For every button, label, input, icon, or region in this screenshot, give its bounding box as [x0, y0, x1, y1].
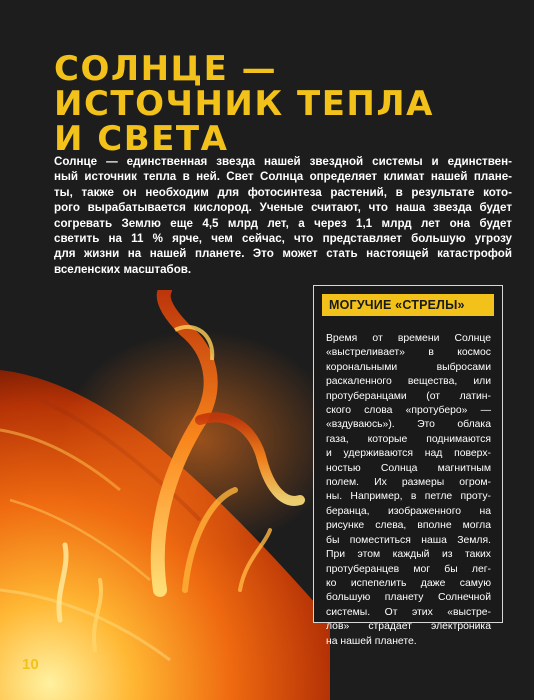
intro-line: для жизни на нашей планете. Это может стать настоящей катастрофой: [54, 247, 512, 261]
intro-line: ный источник тепла в ней. Свет Солнца определяет климат нашей плане-: [54, 170, 512, 184]
title-line-3: И СВЕТА: [54, 119, 229, 159]
sidebar-line: протуберанцев мог бы лег-: [326, 563, 491, 575]
solar-prominence-image: [0, 290, 330, 700]
sidebar-line: газа, которые поднимаются: [326, 433, 491, 445]
page-title: [54, 49, 524, 159]
title-line-1: СОЛНЦЕ —: [54, 49, 278, 89]
sidebar-line: раскаленного вещества, или: [326, 376, 491, 388]
sidebar-line: лов» страдает электроника: [326, 621, 491, 633]
sidebar-line: протуберанцами (от латин-: [326, 390, 491, 402]
sidebar-line: ностью Солнца магнитным: [326, 462, 491, 474]
sidebar-heading: МОГУЧИЕ «СТРЕЛЫ»: [322, 294, 494, 316]
sidebar-line: «вздуваюсь»). Это облака: [326, 419, 491, 431]
intro-line: ты, также он необходим для фотосинтеза растений, в результате кото-: [54, 185, 512, 199]
intro-line: вселенских масштабов.: [54, 262, 192, 276]
page-number: 10: [22, 656, 39, 673]
sidebar-line: ны. Например, в петле проту-: [326, 491, 491, 503]
title-line-2: ИСТОЧНИК ТЕПЛА: [54, 84, 434, 124]
sidebar-line: ского слова «протуберо» —: [326, 405, 491, 417]
sidebar-line: и удерживаются над поверх-: [326, 448, 491, 460]
sidebar-line: полем. Их размеры огром-: [326, 477, 491, 489]
sidebar-line: корональными выбросами: [326, 361, 491, 373]
intro-line: рого вырабатывается кислород. Ученые считают, что наша звезда будет: [54, 201, 512, 215]
sidebar-line: беранца, изображенного на: [326, 505, 491, 517]
sidebar-line: большую планету Солнечной: [326, 592, 491, 604]
intro-paragraph: [54, 154, 512, 277]
sidebar-line: Время от времени Солнце: [326, 333, 491, 344]
sidebar-line: ко испепелить даже самую: [326, 577, 491, 589]
intro-line: согревать Землю еще 4,5 млрд лет, а через 1,1 млрд лет она будет: [54, 216, 512, 230]
sidebar-line: бы поместиться наша Земля.: [326, 534, 491, 546]
sidebar-line: системы. От этих «выстре-: [326, 606, 491, 618]
sidebar-line: «выстреливает» в космос: [326, 347, 491, 359]
intro-line: Солнце — единственная звезда нашей звездной системы и единствен-: [54, 155, 512, 168]
sidebar-text: [326, 332, 491, 649]
sidebar-line: При этом каждый из таких: [326, 549, 491, 561]
sidebar-box: [313, 285, 503, 647]
sidebar-line: рисунке слева, вполне могла: [326, 520, 491, 532]
sidebar-line: на нашей планете.: [326, 635, 417, 647]
intro-line: светить на 11 % ярче, чем сейчас, что представляет большую угрозу: [54, 232, 512, 246]
